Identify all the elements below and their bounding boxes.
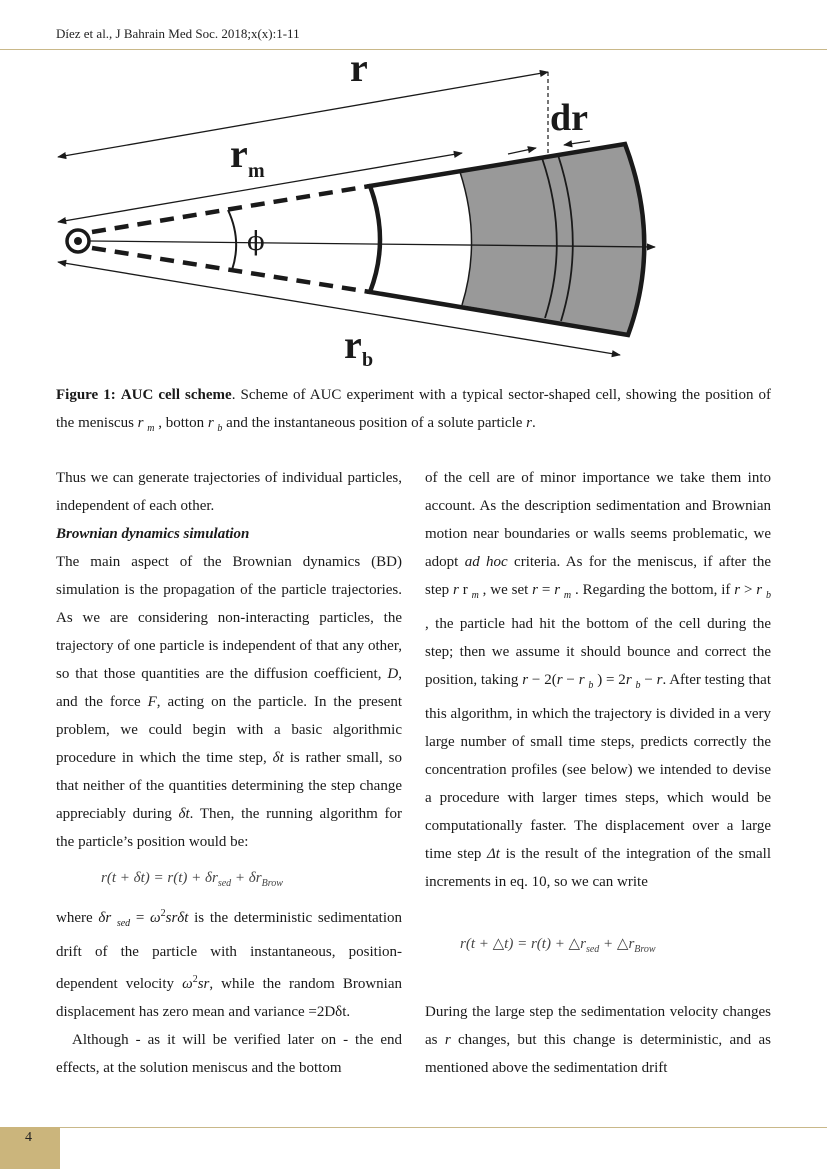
solution-region xyxy=(460,144,644,335)
running-head: Díez et al., J Bahrain Med Soc. 2018;x(x):1-11 xyxy=(56,26,300,41)
caption-sub: m xyxy=(147,423,155,434)
label-r: r xyxy=(350,50,368,90)
label-dr: dr xyxy=(550,97,588,139)
paragraph: During the large step the sedimentation velocity changes as r changes, but this change is deterministic, and as mentioned above the sedimentation drift xyxy=(425,1004,772,1076)
left-column xyxy=(56,464,402,1082)
page-number: 4 xyxy=(25,1130,32,1145)
paragraph: The main aspect of the Brownian dynamics (BD) simulation is the propagation of the particle trajectories. As we are considering non-interacting particles, the trajectory of one particle is independent of that any other, so that those quantities are the diffusion coefficient, D, and the force F, acting on the particle. In the present problem, we could begin with a basic algorithmic procedure in which the time step, δt is rather small, so that neither of the quantities determining the step change appreciably during δt. Then, the running algorithm for the particle’s position would be: xyxy=(56,554,403,850)
label-phi: ϕ xyxy=(247,227,265,257)
paragraph: Although - as it will be verified later on - the end effects, at the solution meniscus and the bottom xyxy=(56,1032,402,1076)
phi-angle-arc xyxy=(228,210,236,270)
label-rm: r xyxy=(230,131,248,176)
caption-text: . Scheme of AUC experiment with a typical sector-shaped cell, showing the position of the meniscus xyxy=(56,387,772,431)
caption-text: . xyxy=(531,415,536,431)
caption-var: r xyxy=(137,415,144,431)
caption-text: and the instantaneous position of a solute particle xyxy=(222,415,527,431)
paragraph: Thus we can generate trajectories of individual particles, independent of each other. xyxy=(56,470,402,514)
caption-text: , botton xyxy=(154,415,208,431)
label-rb-sub: b xyxy=(362,349,374,371)
paragraph: where δr $_{sed} = \omega^2sr\delta t$ is the deterministic sedimentation drift of the particle with instantaneous, position-dependent velocity $\omega^2sr$, while the random Brownian displacement has zero mean and variance =2Dδt. xyxy=(56,908,402,1020)
caption-var: r xyxy=(207,415,214,431)
label-rb: r xyxy=(344,322,362,367)
caption-title: AUC cell scheme xyxy=(120,387,232,403)
sector-edge-bottom xyxy=(92,248,370,292)
caption-var: r xyxy=(526,415,532,431)
equation-large-step: r(t + △t) = $r(t) + \triangle r_{sed}$ + $\triangle r_{Brow}$ xyxy=(460,936,656,955)
caption-label: Figure 1: xyxy=(56,387,116,403)
footer-rule xyxy=(0,1127,827,1128)
r-arrow xyxy=(58,72,548,157)
auc-cell-diagram xyxy=(50,50,660,375)
paragraph: of the cell are of minor importance we take them into account. As the description sedimentation and Brownian motion near boundaries or walls seems problematic, we adopt ad hoc criteria. As for the meniscus, if after the step r r $_m$ , we set r = r $_m$ . Regarding the bottom, if r > r $_b$ , the particle had hit the bottom of the cell during the step; then we assume it should bounce and correct the position, taking r − 2(r − r $_b$ ) = 2r $_b$ − r. After testing that this algorithm, in which the trajectory is divided in a very large number of small time steps, predicts correctly the concentration profiles (see below) we intended to devise a procedure with larger times steps, which would be computationally faster. The displacement over a large time step Δt is the result of the integration of the small increments in eq. 10, so we can write xyxy=(425,470,771,890)
dr-arrow-left xyxy=(508,148,536,154)
figure-caption xyxy=(56,381,771,443)
rotor-axis-inner xyxy=(74,237,82,245)
label-rm-sub: m xyxy=(248,160,265,182)
caption-sub: b xyxy=(217,423,223,434)
figure-auc-cell-scheme xyxy=(50,50,660,375)
right-column xyxy=(425,464,771,1082)
section-heading: Brownian dynamics simulation xyxy=(56,526,250,542)
dr-arrow-right xyxy=(564,141,590,145)
equation-step: $r(t + \delta t) = r(t) + \delta r_{sed} + \delta r_{Brow}$ xyxy=(101,870,283,889)
